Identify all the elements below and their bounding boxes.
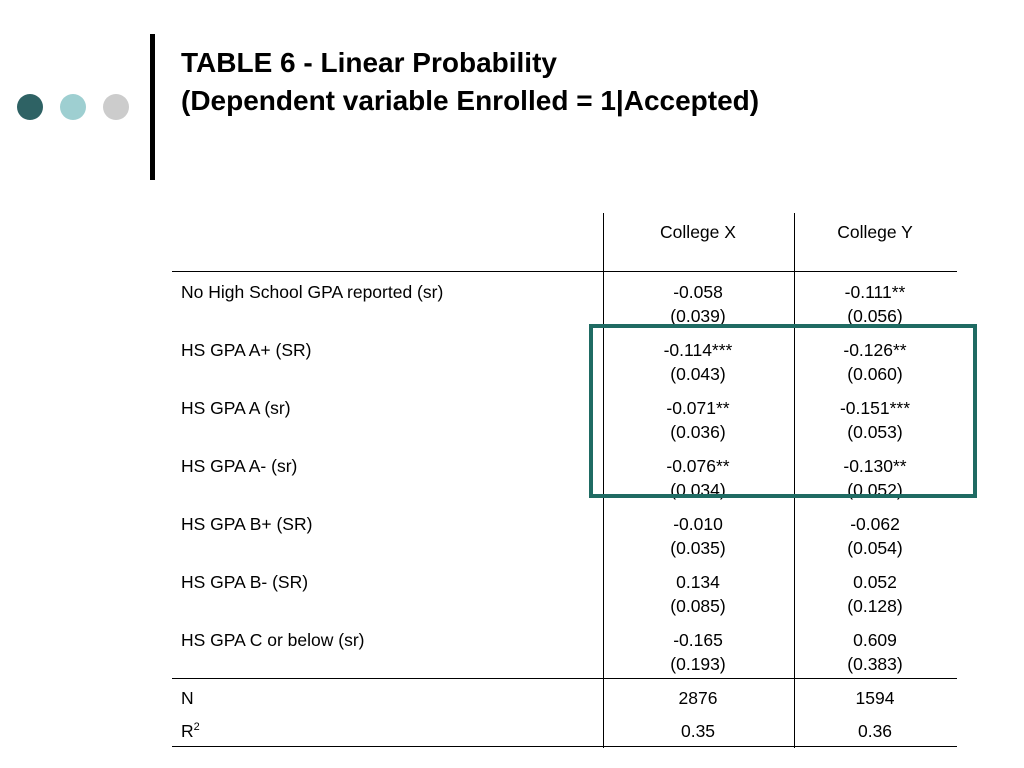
standard-error: (0.193) bbox=[670, 654, 726, 674]
row-label: HS GPA A+ (SR) bbox=[181, 340, 312, 360]
stat-label-n: N bbox=[181, 688, 194, 708]
standard-error: (0.053) bbox=[847, 422, 903, 442]
coefficient: -0.126** bbox=[843, 340, 907, 360]
row-label: HS GPA B- (SR) bbox=[181, 572, 309, 592]
standard-error: (0.054) bbox=[847, 538, 903, 558]
standard-error: (0.034) bbox=[670, 480, 726, 500]
row-label: HS GPA A- (sr) bbox=[181, 456, 298, 476]
coefficient: 0.052 bbox=[853, 572, 897, 592]
column-header-college-x: College X bbox=[660, 222, 736, 242]
college-x-cell bbox=[618, 628, 778, 676]
highlight-box bbox=[589, 324, 977, 498]
college-x-cell bbox=[618, 280, 778, 328]
coefficient: -0.130** bbox=[843, 456, 907, 476]
table-stats-rule bbox=[172, 678, 957, 679]
slide-title-line1: TABLE 6 - Linear Probability bbox=[181, 47, 557, 78]
r-squared-base: R bbox=[181, 721, 194, 741]
college-y-cell bbox=[795, 512, 955, 560]
row-label: HS GPA C or below (sr) bbox=[181, 630, 365, 650]
standard-error: (0.036) bbox=[670, 422, 726, 442]
standard-error: (0.052) bbox=[847, 480, 903, 500]
coefficient: -0.111** bbox=[844, 282, 906, 302]
standard-error: (0.060) bbox=[847, 364, 903, 384]
table-header-rule bbox=[172, 271, 957, 272]
column-header-college-y: College Y bbox=[837, 222, 913, 242]
r-squared-exponent: 2 bbox=[193, 721, 200, 733]
coefficient: -0.010 bbox=[673, 514, 723, 534]
college-x-cell bbox=[618, 512, 778, 560]
slide-title-line2: (Dependent variable Enrolled = 1|Accepted) bbox=[181, 85, 760, 116]
college-y-cell bbox=[795, 280, 955, 328]
standard-error: (0.039) bbox=[670, 306, 726, 326]
standard-error: (0.056) bbox=[847, 306, 903, 326]
stat-label-r-squared bbox=[181, 719, 200, 743]
coefficient: -0.062 bbox=[850, 514, 900, 534]
coefficient: -0.058 bbox=[673, 282, 723, 302]
coefficient: -0.114*** bbox=[663, 340, 733, 360]
standard-error: (0.035) bbox=[670, 538, 726, 558]
r-squared-college-y: 0.36 bbox=[857, 721, 893, 741]
college-x-cell bbox=[618, 570, 778, 618]
coefficient: 0.609 bbox=[853, 630, 897, 650]
row-label: No High School GPA reported (sr) bbox=[181, 282, 444, 302]
college-y-cell bbox=[795, 628, 955, 676]
coefficient: -0.071** bbox=[666, 398, 730, 418]
coefficient: -0.151*** bbox=[839, 398, 911, 418]
coefficient: -0.076** bbox=[666, 456, 730, 476]
row-label: HS GPA B+ (SR) bbox=[181, 514, 313, 534]
r-squared-college-x: 0.35 bbox=[680, 721, 716, 741]
n-college-y: 1594 bbox=[855, 688, 895, 708]
row-label: HS GPA A (sr) bbox=[181, 398, 291, 418]
table-bottom-rule bbox=[172, 746, 957, 747]
n-college-x: 2876 bbox=[678, 688, 718, 708]
standard-error: (0.128) bbox=[847, 596, 903, 616]
standard-error: (0.043) bbox=[670, 364, 726, 384]
standard-error: (0.085) bbox=[670, 596, 726, 616]
standard-error: (0.383) bbox=[847, 654, 903, 674]
college-y-cell bbox=[795, 570, 955, 618]
coefficient: -0.165 bbox=[673, 630, 723, 650]
coefficient: 0.134 bbox=[676, 572, 720, 592]
